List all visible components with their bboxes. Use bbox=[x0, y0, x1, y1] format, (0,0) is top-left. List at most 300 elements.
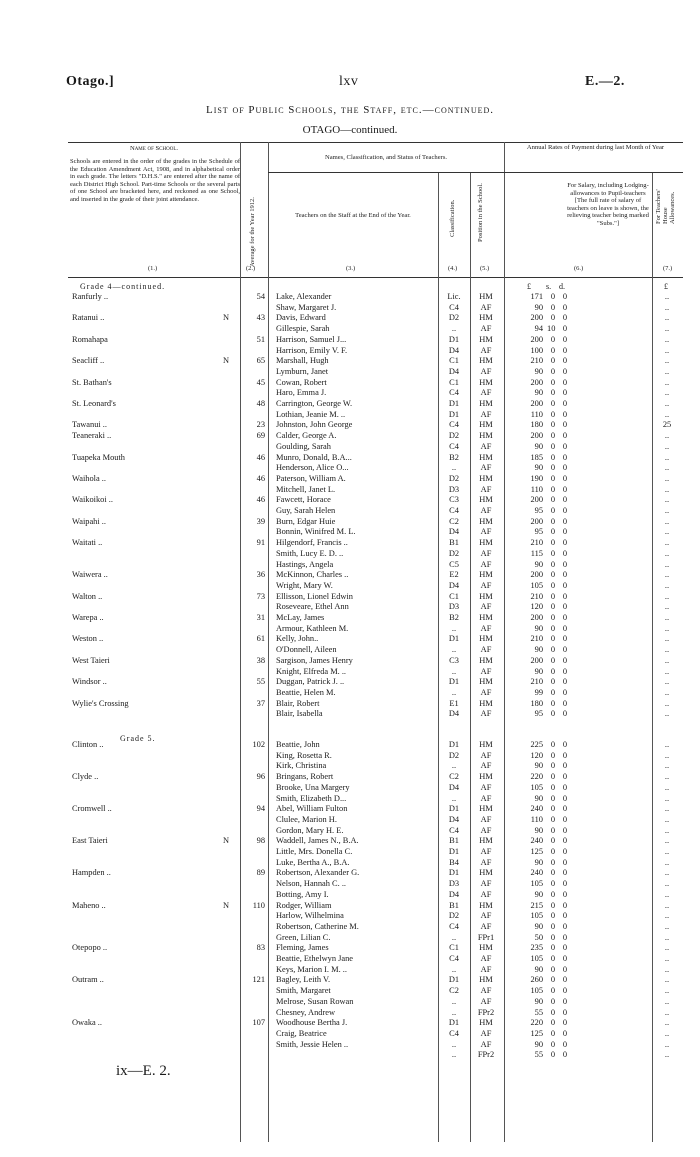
average-attendance: 98 bbox=[256, 836, 265, 846]
teacher-name: Bringans, Robert bbox=[276, 772, 334, 782]
position: HM bbox=[479, 473, 493, 483]
position: HM bbox=[479, 452, 493, 462]
salary-pence: 0 bbox=[562, 441, 567, 451]
average-attendance: 96 bbox=[256, 772, 265, 782]
house-allowance: .. bbox=[664, 932, 670, 942]
school-name: Owaka .. bbox=[72, 1018, 102, 1028]
position: HM bbox=[479, 356, 493, 366]
house-allowance: 25 bbox=[662, 420, 672, 430]
col1-title: Name of School. bbox=[129, 145, 179, 152]
salary-shillings: 0 bbox=[550, 623, 555, 633]
salary-pence: 0 bbox=[562, 772, 567, 782]
position: AF bbox=[480, 750, 492, 760]
salary-shillings: 0 bbox=[550, 825, 555, 835]
classification: D4 bbox=[448, 889, 460, 899]
salary-pence: 0 bbox=[562, 292, 567, 301]
salary-pence: 0 bbox=[562, 750, 567, 760]
school-name: St. Leonard's bbox=[72, 399, 116, 408]
north-flag: N bbox=[223, 900, 230, 910]
classification: C4 bbox=[449, 388, 459, 398]
salary-shillings: 0 bbox=[550, 687, 555, 697]
salary-pence: 0 bbox=[562, 698, 567, 708]
table-row bbox=[68, 570, 683, 581]
salary-pounds: 120 bbox=[530, 750, 543, 760]
position: HM bbox=[479, 313, 493, 323]
position: HM bbox=[479, 634, 493, 644]
house-allowance: .. bbox=[664, 334, 670, 344]
house-allowance: .. bbox=[664, 302, 670, 312]
table-row bbox=[68, 592, 683, 603]
salary-shillings: 0 bbox=[550, 591, 555, 601]
salary-pence: 0 bbox=[562, 921, 567, 931]
position: AF bbox=[480, 825, 492, 835]
table-row bbox=[68, 986, 683, 997]
house-allowance: .. bbox=[664, 804, 670, 814]
schools-table bbox=[68, 142, 683, 1152]
salary-pence: 0 bbox=[562, 868, 567, 878]
salary-pounds: 90 bbox=[534, 1039, 543, 1049]
north-flag: N bbox=[223, 836, 230, 846]
position: AF bbox=[480, 1039, 492, 1049]
house-allowance: .. bbox=[664, 345, 670, 355]
position: AF bbox=[480, 302, 492, 312]
table-row bbox=[68, 667, 683, 678]
position: FPr2 bbox=[477, 1050, 495, 1060]
classification: D1 bbox=[448, 634, 460, 644]
col-number: (3.) bbox=[346, 265, 356, 272]
classification: B1 bbox=[449, 900, 459, 910]
col-number: (6.) bbox=[574, 265, 584, 272]
position: AF bbox=[480, 964, 492, 974]
classification: E2 bbox=[449, 570, 459, 580]
classification: B2 bbox=[449, 452, 459, 462]
table-row bbox=[68, 474, 683, 485]
salary-pence: 0 bbox=[562, 366, 567, 376]
salary-pence: 0 bbox=[562, 345, 567, 355]
north-flag: N bbox=[223, 313, 230, 323]
col6-top: Annual Rates of Payment during last Month of Year bbox=[526, 144, 665, 151]
table-row bbox=[68, 761, 683, 772]
teacher-name: Sargison, James Henry bbox=[276, 655, 353, 665]
position: HM bbox=[479, 292, 493, 301]
classification: C2 bbox=[449, 772, 459, 782]
header-left: Otago.] bbox=[66, 74, 115, 89]
house-allowance: .. bbox=[664, 516, 670, 526]
salary-pounds: 200 bbox=[530, 399, 543, 408]
house-allowance: .. bbox=[664, 677, 670, 687]
teacher-name: Chesney, Andrew bbox=[276, 1007, 335, 1017]
salary-shillings: 0 bbox=[550, 868, 555, 878]
classification: C3 bbox=[449, 495, 459, 505]
salary-pounds: 115 bbox=[530, 548, 543, 558]
salary-shillings: 0 bbox=[550, 602, 555, 612]
salary-shillings: 0 bbox=[550, 1050, 555, 1060]
salary-shillings: 0 bbox=[550, 292, 555, 301]
salary-pence: 0 bbox=[562, 431, 567, 441]
salary-pence: 0 bbox=[562, 602, 567, 612]
position: AF bbox=[480, 889, 492, 899]
salary-pence: 0 bbox=[562, 666, 567, 676]
position: AF bbox=[480, 954, 492, 963]
teacher-name: Henderson, Alice O... bbox=[276, 463, 349, 473]
unit-pence: d. bbox=[559, 282, 565, 291]
position: AF bbox=[480, 761, 492, 771]
north-flag: N bbox=[223, 356, 230, 366]
table-row bbox=[68, 804, 683, 815]
classification: .. bbox=[451, 964, 457, 974]
house-allowance: .. bbox=[664, 1028, 670, 1038]
house-allowance: .. bbox=[664, 772, 670, 782]
average-attendance: 54 bbox=[256, 292, 265, 301]
salary-shillings: 0 bbox=[550, 836, 555, 846]
salary-shillings: 0 bbox=[550, 1039, 555, 1049]
salary-pounds: 200 bbox=[530, 334, 543, 344]
house-allowance: .. bbox=[664, 943, 670, 953]
salary-pounds: 220 bbox=[530, 1018, 543, 1028]
classification: D1 bbox=[448, 1018, 460, 1028]
house-allowance: .. bbox=[664, 911, 670, 921]
salary-shillings: 0 bbox=[550, 399, 555, 408]
salary-pence: 0 bbox=[562, 804, 567, 814]
classification: .. bbox=[451, 687, 457, 697]
teacher-name: McLay, James bbox=[276, 613, 325, 622]
salary-pence: 0 bbox=[562, 911, 567, 921]
salary-pence: 0 bbox=[562, 687, 567, 697]
salary-shillings: 0 bbox=[550, 613, 555, 622]
table-row bbox=[68, 1040, 683, 1051]
house-allowance: .. bbox=[664, 580, 670, 590]
table-row bbox=[68, 772, 683, 783]
position: AF bbox=[480, 645, 492, 655]
position: AF bbox=[480, 441, 492, 451]
classification: C1 bbox=[449, 377, 459, 387]
classification: .. bbox=[451, 996, 457, 1006]
salary-shillings: 0 bbox=[550, 954, 555, 963]
teacher-name: Kirk, Christina bbox=[276, 761, 327, 771]
table-row bbox=[68, 560, 683, 571]
table-row bbox=[68, 324, 683, 335]
position: AF bbox=[480, 911, 492, 921]
salary-pence: 0 bbox=[562, 975, 567, 985]
position: AF bbox=[480, 847, 492, 856]
table-row bbox=[68, 1018, 683, 1029]
position: HM bbox=[479, 943, 493, 953]
salary-pence: 0 bbox=[562, 377, 567, 387]
salary-shillings: 0 bbox=[550, 313, 555, 323]
position: AF bbox=[480, 580, 492, 590]
position: AF bbox=[480, 1028, 492, 1038]
salary-pence: 0 bbox=[562, 847, 567, 856]
salary-pence: 0 bbox=[562, 623, 567, 633]
salary-shillings: 0 bbox=[550, 655, 555, 665]
table-row bbox=[68, 602, 683, 613]
classification: C1 bbox=[449, 356, 459, 366]
teacher-name: Fawcett, Horace bbox=[276, 495, 331, 505]
teacher-name: Hilgendorf, Francis .. bbox=[276, 538, 348, 548]
position: HM bbox=[479, 1018, 493, 1028]
salary-shillings: 0 bbox=[550, 847, 555, 856]
salary-pence: 0 bbox=[562, 634, 567, 644]
teacher-name: King, Rosetta R. bbox=[276, 750, 332, 760]
position: HM bbox=[479, 613, 493, 622]
salary-shillings: 0 bbox=[550, 986, 555, 996]
teacher-name: Blair, Robert bbox=[276, 698, 320, 708]
table-row bbox=[68, 410, 683, 421]
salary-pounds: 200 bbox=[530, 495, 543, 505]
classification: C4 bbox=[449, 1028, 459, 1038]
salary-pounds: 200 bbox=[530, 431, 543, 441]
table-row bbox=[68, 975, 683, 986]
table-row bbox=[68, 634, 683, 645]
table-row bbox=[68, 485, 683, 496]
table-row bbox=[68, 656, 683, 667]
salary-pounds: 210 bbox=[530, 356, 543, 366]
salary-pence: 0 bbox=[562, 548, 567, 558]
salary-pounds: 90 bbox=[534, 825, 543, 835]
classification: D1 bbox=[448, 847, 460, 856]
salary-shillings: 0 bbox=[550, 804, 555, 814]
average-attendance: 91 bbox=[256, 538, 265, 548]
house-allowance: .. bbox=[664, 750, 670, 760]
salary-pounds: 90 bbox=[534, 302, 543, 312]
salary-pence: 0 bbox=[562, 420, 567, 430]
salary-shillings: 0 bbox=[550, 666, 555, 676]
teacher-name: Duggan, Patrick J. .. bbox=[276, 677, 345, 687]
classification: C4 bbox=[449, 921, 459, 931]
position: AF bbox=[480, 666, 492, 676]
teacher-name: Goulding, Sarah bbox=[276, 441, 331, 451]
classification: D4 bbox=[448, 580, 460, 590]
salary-pence: 0 bbox=[562, 1050, 567, 1060]
table-row bbox=[68, 346, 683, 357]
col1-note: Schools are entered in the order of the grades in the Schedule of the Education Amendment Act, 1908, and in alphabetical order in each grade. The letters "D.H.S." are entered after the name of each District High School. Part-time Schools or the several parts of one School are bracketed here, and reckoned as one School, and inserted in the grade of their joint attendance. bbox=[70, 158, 240, 203]
salary-pence: 0 bbox=[562, 324, 567, 334]
house-allowance: .. bbox=[664, 1039, 670, 1049]
classification: D4 bbox=[448, 366, 460, 376]
salary-pounds: 90 bbox=[534, 441, 543, 451]
house-allowance: .. bbox=[664, 793, 670, 803]
average-attendance: 37 bbox=[256, 698, 265, 708]
position: HM bbox=[479, 740, 493, 749]
position: AF bbox=[480, 484, 492, 494]
salary-pence: 0 bbox=[562, 506, 567, 515]
salary-pounds: 210 bbox=[530, 538, 543, 548]
school-name: Cromwell .. bbox=[72, 804, 112, 814]
table-row bbox=[68, 431, 683, 442]
position: HM bbox=[479, 677, 493, 687]
average-attendance: 31 bbox=[256, 613, 265, 622]
table-row bbox=[68, 292, 683, 303]
house-allowance: .. bbox=[664, 591, 670, 601]
school-name: Weston .. bbox=[72, 634, 104, 644]
table-row bbox=[68, 911, 683, 922]
classification: D1 bbox=[448, 740, 460, 749]
average-attendance: 38 bbox=[256, 655, 265, 665]
position: AF bbox=[480, 793, 492, 803]
classification: C2 bbox=[449, 986, 459, 996]
classification: D1 bbox=[448, 975, 460, 985]
teacher-name: Wright, Mary W. bbox=[276, 580, 333, 590]
salary-pence: 0 bbox=[562, 559, 567, 569]
salary-pounds: 200 bbox=[530, 377, 543, 387]
classification: D2 bbox=[448, 911, 460, 921]
house-allowance: .. bbox=[664, 1050, 670, 1060]
classification: D4 bbox=[448, 527, 460, 537]
position: AF bbox=[480, 506, 492, 515]
house-allowance: .. bbox=[664, 409, 670, 419]
salary-pence: 0 bbox=[562, 655, 567, 665]
position: AF bbox=[480, 602, 492, 612]
salary-shillings: 0 bbox=[550, 943, 555, 953]
table-row bbox=[68, 442, 683, 453]
teacher-name: Fleming, James bbox=[276, 943, 329, 953]
salary-pence: 0 bbox=[562, 793, 567, 803]
salary-shillings: 0 bbox=[550, 580, 555, 590]
average-attendance: 48 bbox=[256, 399, 265, 408]
salary-pounds: 90 bbox=[534, 921, 543, 931]
teacher-name: Brooke, Una Margery bbox=[276, 782, 350, 792]
teacher-name: Lothian, Jeanie M. .. bbox=[276, 409, 346, 419]
teacher-name: Mitchell, Janet L. bbox=[276, 484, 336, 494]
teacher-name: Marshall, Hugh bbox=[276, 356, 329, 366]
salary-pence: 0 bbox=[562, 1007, 567, 1017]
teacher-name: Nelson, Hannah C. .. bbox=[276, 879, 347, 889]
table-row bbox=[68, 688, 683, 699]
salary-shillings: 0 bbox=[550, 356, 555, 366]
salary-pence: 0 bbox=[562, 836, 567, 846]
position: AF bbox=[480, 463, 492, 473]
salary-pence: 0 bbox=[562, 954, 567, 963]
col4-title: Classification. bbox=[449, 199, 456, 237]
salary-pence: 0 bbox=[562, 463, 567, 473]
salary-pounds: 110 bbox=[530, 409, 543, 419]
teacher-name: Gillespie, Sarah bbox=[276, 324, 330, 334]
teacher-name: Hastings, Angela bbox=[276, 559, 334, 569]
salary-pounds: 100 bbox=[530, 345, 543, 355]
salary-shillings: 0 bbox=[550, 441, 555, 451]
salary-shillings: 0 bbox=[550, 932, 555, 942]
classification: C2 bbox=[449, 516, 459, 526]
salary-pounds: 110 bbox=[530, 814, 543, 824]
position: HM bbox=[479, 804, 493, 814]
col7-title: For Teachers' House Allowances. bbox=[655, 189, 676, 224]
page-subtitle: OTAGO—continued. bbox=[302, 124, 398, 136]
salary-pence: 0 bbox=[562, 1039, 567, 1049]
classification: .. bbox=[451, 463, 457, 473]
teacher-name: Kelly, John.. bbox=[276, 634, 319, 644]
house-allowance: .. bbox=[664, 666, 670, 676]
average-attendance: 121 bbox=[252, 975, 265, 985]
school-name: Walton .. bbox=[72, 591, 103, 601]
classification: D3 bbox=[448, 602, 460, 612]
teacher-name: Beattie, John bbox=[276, 740, 320, 749]
classification: D4 bbox=[448, 709, 460, 719]
average-attendance: 39 bbox=[256, 516, 265, 526]
salary-pence: 0 bbox=[562, 825, 567, 835]
table-row bbox=[68, 313, 683, 324]
classification: D3 bbox=[448, 484, 460, 494]
table-row bbox=[68, 965, 683, 976]
salary-pence: 0 bbox=[562, 334, 567, 344]
teacher-name: Harrison, Emily V. F. bbox=[276, 345, 348, 355]
salary-shillings: 0 bbox=[550, 473, 555, 483]
salary-pounds: 171 bbox=[530, 292, 543, 301]
average-attendance: 102 bbox=[252, 740, 265, 749]
position: HM bbox=[479, 431, 493, 441]
classification: C4 bbox=[449, 506, 459, 515]
salary-pounds: 120 bbox=[530, 602, 543, 612]
salary-pence: 0 bbox=[562, 857, 567, 867]
salary-pence: 0 bbox=[562, 409, 567, 419]
salary-pounds: 94 bbox=[534, 324, 543, 334]
teacher-name: Botting, Amy I. bbox=[276, 889, 329, 899]
salary-shillings: 0 bbox=[550, 559, 555, 569]
house-allowance: .. bbox=[664, 986, 670, 996]
teacher-name: Bonnin, Winifred M. L. bbox=[276, 527, 356, 537]
classification: D1 bbox=[448, 334, 460, 344]
table-row bbox=[68, 624, 683, 635]
salary-shillings: 0 bbox=[550, 409, 555, 419]
salary-pence: 0 bbox=[562, 388, 567, 398]
salary-pence: 0 bbox=[562, 591, 567, 601]
salary-shillings: 0 bbox=[550, 634, 555, 644]
salary-pounds: 180 bbox=[530, 698, 543, 708]
position: AF bbox=[480, 623, 492, 633]
teacher-name: Green, Lilian C. bbox=[276, 932, 331, 942]
position: AF bbox=[480, 559, 492, 569]
salary-pence: 0 bbox=[562, 986, 567, 996]
salary-pence: 0 bbox=[562, 495, 567, 505]
school-name: Ranfurly .. bbox=[72, 292, 109, 301]
position: HM bbox=[479, 334, 493, 344]
teacher-name: Clulee, Marion H. bbox=[276, 814, 337, 824]
table-row bbox=[68, 943, 683, 954]
house-allowance: .. bbox=[664, 506, 670, 515]
salary-pounds: 90 bbox=[534, 366, 543, 376]
salary-pence: 0 bbox=[562, 677, 567, 687]
average-attendance: 36 bbox=[256, 570, 265, 580]
salary-shillings: 0 bbox=[550, 1018, 555, 1028]
table-row bbox=[68, 1029, 683, 1040]
table-row bbox=[68, 740, 683, 751]
salary-pence: 0 bbox=[562, 613, 567, 622]
col5-title: Position in the School. bbox=[477, 183, 484, 242]
school-name: Romahapa bbox=[72, 334, 108, 344]
house-allowance: .. bbox=[664, 623, 670, 633]
teacher-name: Lake, Alexander bbox=[276, 292, 332, 301]
house-allowance: .. bbox=[664, 847, 670, 856]
teacher-name: Lymburn, Janet bbox=[276, 366, 329, 376]
classification: E1 bbox=[449, 698, 459, 708]
teacher-name: Armour, Kathleen M. bbox=[276, 623, 349, 633]
salary-pounds: 105 bbox=[530, 782, 543, 792]
house-allowance: .. bbox=[664, 879, 670, 889]
classification: C4 bbox=[449, 302, 459, 312]
salary-pounds: 90 bbox=[534, 857, 543, 867]
house-allowance: .. bbox=[664, 857, 670, 867]
house-allowance: .. bbox=[664, 473, 670, 483]
salary-shillings: 0 bbox=[550, 334, 555, 344]
teacher-name: Beattie, Ethelwyn Jane bbox=[276, 954, 353, 963]
teacher-name: Robertson, Catherine M. bbox=[276, 921, 359, 931]
teacher-name: McKinnon, Charles .. bbox=[276, 570, 349, 580]
classification: D4 bbox=[448, 782, 460, 792]
salary-shillings: 0 bbox=[550, 750, 555, 760]
teacher-name: Melrose, Susan Rowan bbox=[276, 996, 354, 1006]
school-name: Windsor .. bbox=[72, 677, 107, 687]
school-name: Wylie's Crossing bbox=[72, 698, 129, 708]
house-allowance: .. bbox=[664, 740, 670, 749]
